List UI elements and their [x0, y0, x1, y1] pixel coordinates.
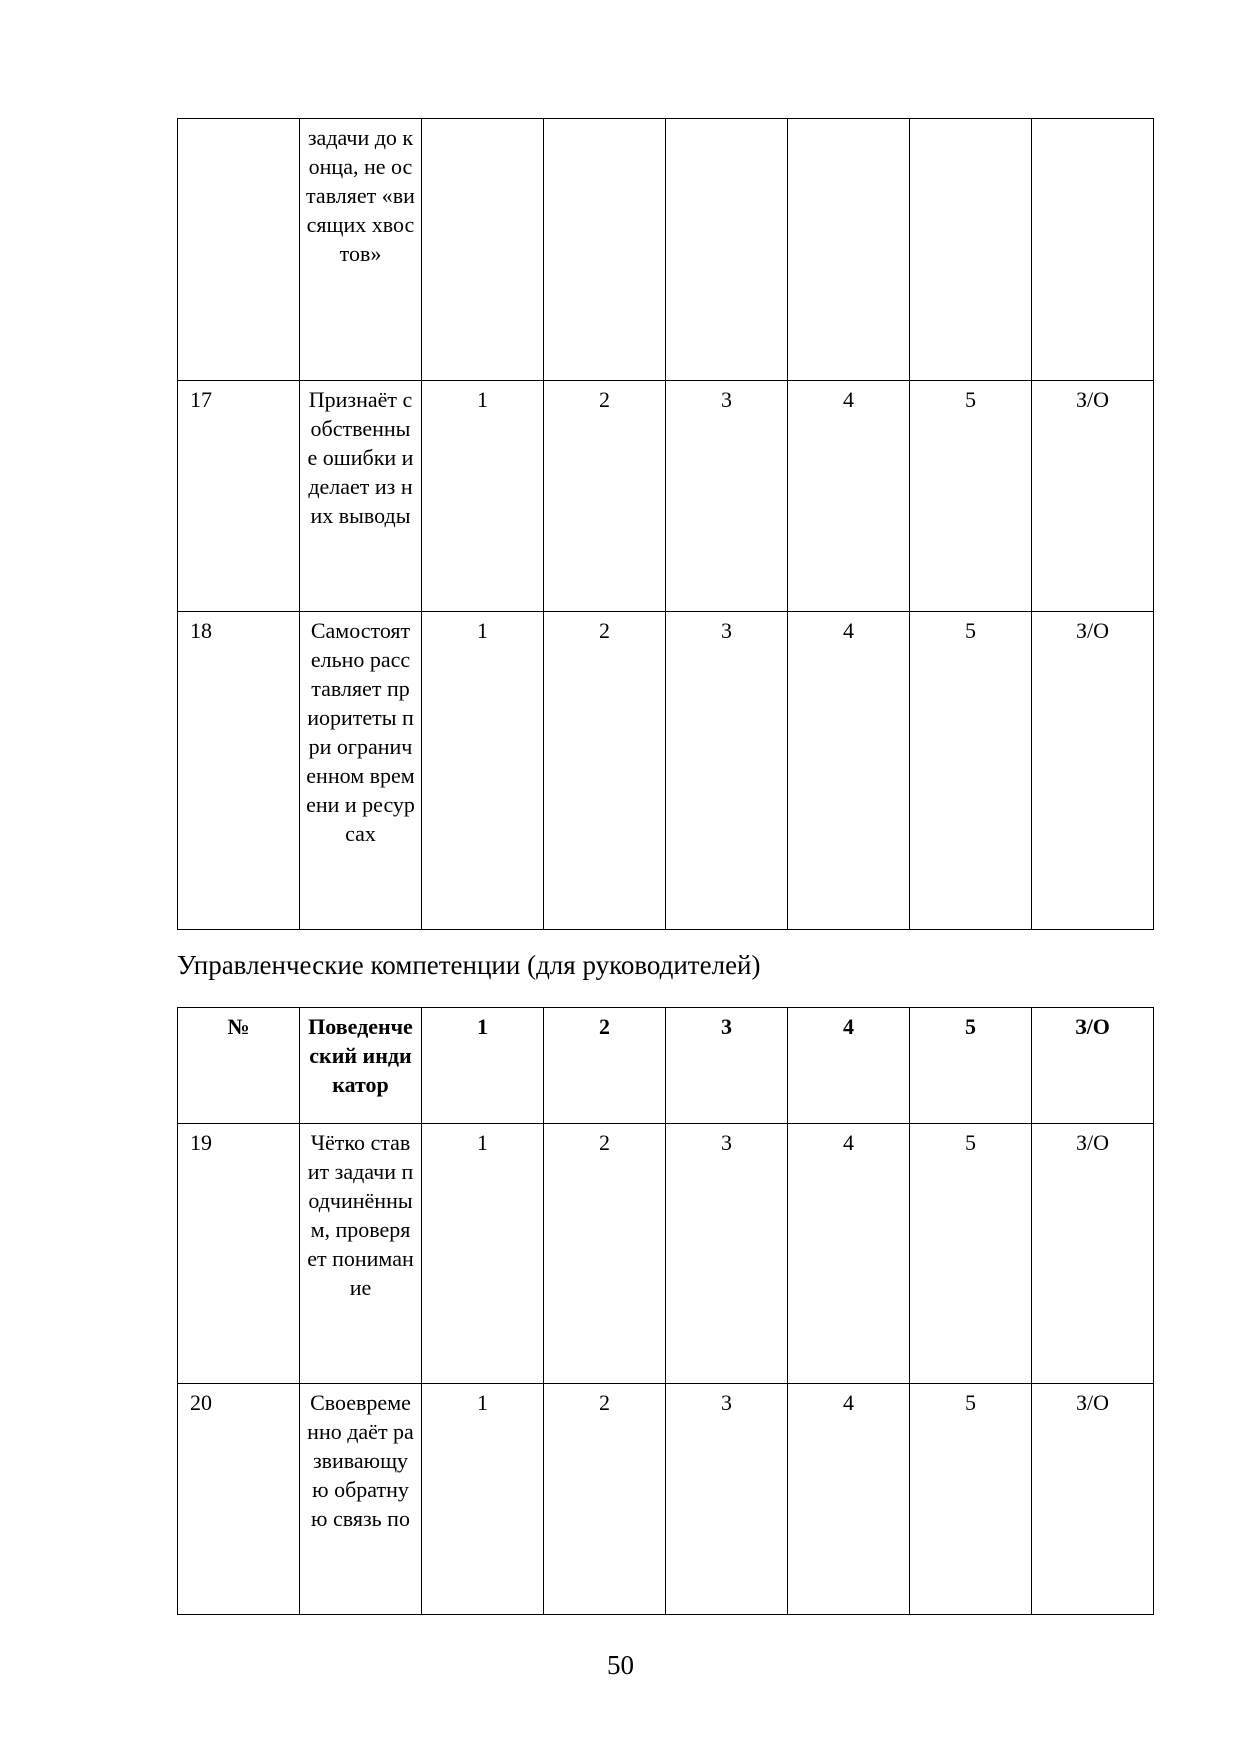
score-no-observation	[1032, 119, 1154, 381]
score-4: 4	[788, 612, 910, 930]
score-4	[788, 119, 910, 381]
column-header-number: №	[178, 1008, 300, 1124]
behavioral-indicator: задачи до конца, не оставляет «висящих хвостов»	[300, 119, 422, 381]
score-5: 5	[910, 1384, 1032, 1615]
behavioral-indicator: Чётко ставит задачи подчинённым, проверяет понимание	[300, 1124, 422, 1384]
score-2: 2	[544, 1124, 666, 1384]
behavioral-indicator: Признаёт собственные ошибки и делает из них выводы	[300, 381, 422, 612]
table-row	[178, 1384, 1154, 1615]
row-number: 17	[178, 381, 300, 612]
score-3	[666, 119, 788, 381]
row-number: 19	[178, 1124, 300, 1384]
score-3: 3	[666, 381, 788, 612]
competency-table-continued	[177, 118, 1154, 930]
score-2: 2	[544, 612, 666, 930]
score-1: 1	[422, 612, 544, 930]
score-3: 3	[666, 612, 788, 930]
score-4: 4	[788, 1384, 910, 1615]
table-row	[178, 1124, 1154, 1384]
column-header-indicator: Поведенческий индикатор	[300, 1008, 422, 1124]
table-row	[178, 612, 1154, 930]
score-1: 1	[422, 1124, 544, 1384]
section-heading: Управленческие компетенции (для руководителей)	[177, 950, 761, 980]
score-4: 4	[788, 1124, 910, 1384]
score-5	[910, 119, 1032, 381]
column-header-no-observation: З/О	[1032, 1008, 1154, 1124]
page-number: 50	[607, 1650, 634, 1680]
column-header-2: 2	[544, 1008, 666, 1124]
score-2: 2	[544, 381, 666, 612]
behavioral-indicator: Своевременно даёт развивающую обратную связь по	[300, 1384, 422, 1615]
score-1: 1	[422, 1384, 544, 1615]
score-2: 2	[544, 1384, 666, 1615]
column-header-4: 4	[788, 1008, 910, 1124]
column-header-5: 5	[910, 1008, 1032, 1124]
score-3: 3	[666, 1384, 788, 1615]
row-number: 20	[178, 1384, 300, 1615]
row-number: 18	[178, 612, 300, 930]
table-header-row	[178, 1008, 1154, 1124]
score-5: 5	[910, 1124, 1032, 1384]
score-3: 3	[666, 1124, 788, 1384]
score-5: 5	[910, 612, 1032, 930]
score-no-observation: З/О	[1032, 1384, 1154, 1615]
table-row	[178, 381, 1154, 612]
behavioral-indicator: Самостоятельно расставляет приоритеты при ограниченном времени и ресурсах	[300, 612, 422, 930]
managerial-competency-table	[177, 1007, 1154, 1615]
score-1	[422, 119, 544, 381]
column-header-1: 1	[422, 1008, 544, 1124]
score-4: 4	[788, 381, 910, 612]
score-no-observation: З/О	[1032, 612, 1154, 930]
column-header-3: 3	[666, 1008, 788, 1124]
score-5: 5	[910, 381, 1032, 612]
row-number	[178, 119, 300, 381]
score-1: 1	[422, 381, 544, 612]
score-no-observation: З/О	[1032, 1124, 1154, 1384]
table-row	[178, 119, 1154, 381]
score-2	[544, 119, 666, 381]
score-no-observation: З/О	[1032, 381, 1154, 612]
